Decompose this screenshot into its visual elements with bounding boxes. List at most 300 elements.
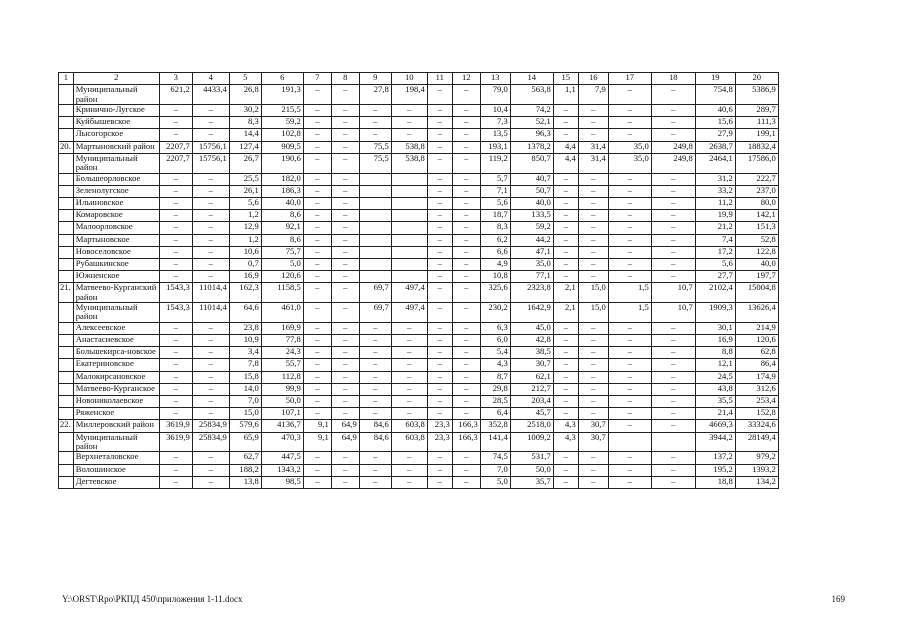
value-cell: 9,1 bbox=[303, 432, 331, 452]
value-cell: 120,6 bbox=[261, 271, 303, 283]
value-cell: – bbox=[391, 117, 427, 129]
value-cell: – bbox=[608, 105, 651, 117]
value-cell: – bbox=[303, 173, 331, 185]
value-cell: – bbox=[553, 210, 578, 222]
value-cell: – bbox=[651, 322, 695, 334]
value-cell: – bbox=[651, 452, 695, 464]
table-row bbox=[59, 452, 779, 464]
value-cell: 35,0 bbox=[608, 141, 651, 153]
value-cell: – bbox=[452, 197, 480, 209]
value-cell: 2518,0 bbox=[510, 420, 553, 432]
value-cell: 497,4 bbox=[391, 283, 427, 303]
value-cell: – bbox=[159, 129, 192, 141]
value-cell: – bbox=[651, 173, 695, 185]
value-cell: 64,9 bbox=[331, 432, 359, 452]
value-cell: – bbox=[452, 464, 480, 476]
value-cell: – bbox=[427, 246, 452, 258]
table-row bbox=[59, 322, 779, 334]
value-cell: – bbox=[608, 258, 651, 270]
value-cell: – bbox=[159, 246, 192, 258]
column-number-header: 11 bbox=[427, 73, 452, 85]
table-row bbox=[59, 476, 779, 488]
value-cell: – bbox=[608, 185, 651, 197]
territory-name-cell: Мартыновский район bbox=[73, 141, 159, 153]
value-cell: – bbox=[578, 322, 608, 334]
column-number-header: 15 bbox=[553, 73, 578, 85]
value-cell: – bbox=[553, 271, 578, 283]
value-cell: 15756,1 bbox=[192, 153, 229, 173]
value-cell: – bbox=[303, 476, 331, 488]
column-number-header: 14 bbox=[510, 73, 553, 85]
value-cell: 29,8 bbox=[480, 383, 510, 395]
value-cell: – bbox=[452, 335, 480, 347]
value-cell: – bbox=[608, 129, 651, 141]
value-cell: – bbox=[553, 371, 578, 383]
value-cell: 25834,9 bbox=[192, 420, 229, 432]
value-cell: – bbox=[578, 335, 608, 347]
value-cell bbox=[391, 185, 427, 197]
value-cell: 8,3 bbox=[480, 222, 510, 234]
value-cell: – bbox=[427, 408, 452, 420]
value-cell: – bbox=[452, 210, 480, 222]
value-cell: – bbox=[578, 173, 608, 185]
value-cell: 470,3 bbox=[261, 432, 303, 452]
table-row bbox=[59, 85, 779, 105]
value-cell: 13626,4 bbox=[735, 303, 778, 323]
value-cell: – bbox=[427, 396, 452, 408]
value-cell: 47,1 bbox=[510, 246, 553, 258]
value-cell: 2,1 bbox=[553, 303, 578, 323]
value-cell: – bbox=[651, 185, 695, 197]
table-row bbox=[59, 303, 779, 323]
value-cell bbox=[359, 197, 391, 209]
value-cell: – bbox=[578, 359, 608, 371]
value-cell: – bbox=[331, 322, 359, 334]
value-cell: – bbox=[331, 464, 359, 476]
value-cell: 212,7 bbox=[510, 383, 553, 395]
value-cell: – bbox=[608, 117, 651, 129]
value-cell: – bbox=[608, 420, 651, 432]
value-cell: – bbox=[303, 258, 331, 270]
value-cell: 8,3 bbox=[229, 117, 261, 129]
value-cell: 74,2 bbox=[510, 105, 553, 117]
value-cell: – bbox=[651, 271, 695, 283]
value-cell: – bbox=[303, 359, 331, 371]
value-cell: – bbox=[303, 335, 331, 347]
table-row bbox=[59, 432, 779, 452]
value-cell: – bbox=[578, 117, 608, 129]
table-row bbox=[59, 359, 779, 371]
value-cell bbox=[391, 271, 427, 283]
value-cell: – bbox=[578, 396, 608, 408]
value-cell: 27,8 bbox=[359, 85, 391, 105]
value-cell: – bbox=[578, 347, 608, 359]
row-number-cell bbox=[59, 153, 74, 173]
column-number-header: 5 bbox=[229, 73, 261, 85]
value-cell: 84,6 bbox=[359, 420, 391, 432]
value-cell: 289,7 bbox=[735, 105, 778, 117]
value-cell: 2207,7 bbox=[159, 153, 192, 173]
value-cell: 75,5 bbox=[359, 153, 391, 173]
value-cell: 230,2 bbox=[480, 303, 510, 323]
value-cell: – bbox=[578, 210, 608, 222]
territory-name-cell: Ильиновское bbox=[73, 197, 159, 209]
value-cell: 45,0 bbox=[510, 322, 553, 334]
table-row bbox=[59, 420, 779, 432]
value-cell: 3944,2 bbox=[695, 432, 735, 452]
value-cell: – bbox=[359, 452, 391, 464]
row-number-cell bbox=[59, 210, 74, 222]
value-cell: 7,0 bbox=[480, 464, 510, 476]
row-number-cell: 20. bbox=[59, 141, 74, 153]
value-cell: – bbox=[159, 322, 192, 334]
value-cell: 7,8 bbox=[229, 359, 261, 371]
table-row bbox=[59, 197, 779, 209]
territory-name-cell: Мартыновское bbox=[73, 234, 159, 246]
value-cell: – bbox=[452, 141, 480, 153]
column-number-header: 16 bbox=[578, 73, 608, 85]
value-cell: 5,0 bbox=[261, 258, 303, 270]
value-cell: 1378,2 bbox=[510, 141, 553, 153]
value-cell: – bbox=[553, 197, 578, 209]
territory-name-cell: Верхнеталовское bbox=[73, 452, 159, 464]
value-cell: 6,3 bbox=[480, 322, 510, 334]
value-cell: – bbox=[651, 85, 695, 105]
value-cell: 182,0 bbox=[261, 173, 303, 185]
value-cell: 11014,4 bbox=[192, 303, 229, 323]
value-cell: – bbox=[553, 322, 578, 334]
territory-name-cell: Зеленолугское bbox=[73, 185, 159, 197]
value-cell: – bbox=[159, 347, 192, 359]
row-number-cell bbox=[59, 432, 74, 452]
value-cell: – bbox=[331, 197, 359, 209]
value-cell: 7,4 bbox=[695, 234, 735, 246]
value-cell: – bbox=[427, 476, 452, 488]
value-cell: – bbox=[159, 271, 192, 283]
value-cell: – bbox=[608, 234, 651, 246]
value-cell: 5,6 bbox=[480, 197, 510, 209]
table-row bbox=[59, 271, 779, 283]
value-cell: 55,7 bbox=[261, 359, 303, 371]
value-cell: 199,1 bbox=[735, 129, 778, 141]
value-cell: 325,6 bbox=[480, 283, 510, 303]
value-cell: 352,8 bbox=[480, 420, 510, 432]
value-cell: 9,1 bbox=[303, 420, 331, 432]
value-cell: 64,6 bbox=[229, 303, 261, 323]
value-cell: – bbox=[192, 335, 229, 347]
value-cell: 24,5 bbox=[695, 371, 735, 383]
value-cell: 8,6 bbox=[261, 210, 303, 222]
table-row bbox=[59, 383, 779, 395]
value-cell: 21,4 bbox=[695, 408, 735, 420]
value-cell: 579,6 bbox=[229, 420, 261, 432]
territory-name-cell: Кринично-Лугское bbox=[73, 105, 159, 117]
value-cell: 186,3 bbox=[261, 185, 303, 197]
value-cell: 190,6 bbox=[261, 153, 303, 173]
value-cell: 4,3 bbox=[553, 432, 578, 452]
value-cell: 563,8 bbox=[510, 85, 553, 105]
value-cell: – bbox=[608, 173, 651, 185]
value-cell: – bbox=[192, 210, 229, 222]
value-cell: 19,9 bbox=[695, 210, 735, 222]
value-cell: – bbox=[331, 335, 359, 347]
value-cell: – bbox=[159, 234, 192, 246]
value-cell: – bbox=[608, 347, 651, 359]
value-cell: – bbox=[553, 464, 578, 476]
value-cell: – bbox=[553, 246, 578, 258]
value-cell: 497,4 bbox=[391, 303, 427, 323]
value-cell: 215,5 bbox=[261, 105, 303, 117]
row-number-cell bbox=[59, 271, 74, 283]
value-cell: – bbox=[553, 173, 578, 185]
table-row bbox=[59, 185, 779, 197]
value-cell: 27,7 bbox=[695, 271, 735, 283]
value-cell: 193,1 bbox=[480, 141, 510, 153]
value-cell bbox=[391, 234, 427, 246]
value-cell: – bbox=[452, 303, 480, 323]
value-cell: – bbox=[553, 396, 578, 408]
table-row bbox=[59, 408, 779, 420]
value-cell: 92,1 bbox=[261, 222, 303, 234]
value-cell: – bbox=[303, 117, 331, 129]
value-cell: 7,9 bbox=[578, 85, 608, 105]
column-number-header: 19 bbox=[695, 73, 735, 85]
territory-name-cell: Дегтевское bbox=[73, 476, 159, 488]
value-cell: 23,8 bbox=[229, 322, 261, 334]
value-cell: 1,2 bbox=[229, 234, 261, 246]
value-cell: – bbox=[651, 234, 695, 246]
territory-name-cell: Комаровское bbox=[73, 210, 159, 222]
value-cell: – bbox=[159, 476, 192, 488]
value-cell: – bbox=[303, 371, 331, 383]
value-cell: 98,5 bbox=[261, 476, 303, 488]
value-cell: 1,1 bbox=[553, 85, 578, 105]
value-cell: – bbox=[391, 396, 427, 408]
value-cell: 33,2 bbox=[695, 185, 735, 197]
column-number-header: 2 bbox=[73, 73, 159, 85]
value-cell: – bbox=[159, 210, 192, 222]
value-cell: 27,9 bbox=[695, 129, 735, 141]
value-cell: – bbox=[391, 359, 427, 371]
value-cell: – bbox=[331, 383, 359, 395]
value-cell: – bbox=[452, 283, 480, 303]
value-cell: – bbox=[578, 185, 608, 197]
value-cell: – bbox=[578, 258, 608, 270]
table-row bbox=[59, 234, 779, 246]
row-number-cell bbox=[59, 322, 74, 334]
value-cell: – bbox=[359, 347, 391, 359]
value-cell: 166,3 bbox=[452, 432, 480, 452]
value-cell: – bbox=[331, 246, 359, 258]
row-number-cell bbox=[59, 396, 74, 408]
territory-name-cell: Рубашкинское bbox=[73, 258, 159, 270]
row-number-cell bbox=[59, 408, 74, 420]
value-cell: – bbox=[159, 371, 192, 383]
value-cell: – bbox=[359, 359, 391, 371]
value-cell: 127,4 bbox=[229, 141, 261, 153]
value-cell: – bbox=[303, 197, 331, 209]
value-cell: – bbox=[608, 396, 651, 408]
value-cell: 62,7 bbox=[229, 452, 261, 464]
value-cell: – bbox=[651, 383, 695, 395]
page-number: 169 bbox=[831, 594, 845, 604]
value-cell: 59,2 bbox=[261, 117, 303, 129]
value-cell: – bbox=[159, 408, 192, 420]
value-cell: 0,7 bbox=[229, 258, 261, 270]
value-cell: – bbox=[651, 129, 695, 141]
value-cell: – bbox=[651, 408, 695, 420]
value-cell: – bbox=[391, 452, 427, 464]
value-cell: 50,7 bbox=[510, 185, 553, 197]
value-cell: 30,7 bbox=[578, 432, 608, 452]
column-number-header: 17 bbox=[608, 73, 651, 85]
value-cell: – bbox=[192, 173, 229, 185]
value-cell: – bbox=[608, 371, 651, 383]
table-row bbox=[59, 153, 779, 173]
value-cell: 214,9 bbox=[735, 322, 778, 334]
value-cell: 45,7 bbox=[510, 408, 553, 420]
territory-name-cell: Анастасиевское bbox=[73, 335, 159, 347]
value-cell: 59,2 bbox=[510, 222, 553, 234]
value-cell: 5,7 bbox=[480, 173, 510, 185]
value-cell: – bbox=[578, 408, 608, 420]
value-cell: – bbox=[452, 359, 480, 371]
value-cell: – bbox=[303, 85, 331, 105]
value-cell: – bbox=[651, 347, 695, 359]
value-cell: 2323,8 bbox=[510, 283, 553, 303]
value-cell: – bbox=[331, 141, 359, 153]
value-cell: – bbox=[578, 452, 608, 464]
value-cell: – bbox=[578, 197, 608, 209]
value-cell: – bbox=[303, 322, 331, 334]
table-row bbox=[59, 335, 779, 347]
value-cell: – bbox=[391, 464, 427, 476]
value-cell: 15,0 bbox=[578, 283, 608, 303]
value-cell: 133,5 bbox=[510, 210, 553, 222]
value-cell bbox=[651, 432, 695, 452]
column-number-header: 20 bbox=[735, 73, 778, 85]
value-cell: 12,1 bbox=[695, 359, 735, 371]
value-cell: – bbox=[578, 371, 608, 383]
value-cell: – bbox=[331, 303, 359, 323]
value-cell: – bbox=[359, 476, 391, 488]
value-cell: – bbox=[427, 85, 452, 105]
value-cell: 4136,7 bbox=[261, 420, 303, 432]
value-cell: 603,8 bbox=[391, 420, 427, 432]
value-cell: – bbox=[608, 359, 651, 371]
value-cell: 15756,1 bbox=[192, 141, 229, 153]
value-cell bbox=[391, 210, 427, 222]
value-cell: – bbox=[159, 464, 192, 476]
value-cell: 99,9 bbox=[261, 383, 303, 395]
column-number-header: 8 bbox=[331, 73, 359, 85]
value-cell: – bbox=[578, 222, 608, 234]
value-cell: 40,0 bbox=[510, 197, 553, 209]
value-cell: 162,3 bbox=[229, 283, 261, 303]
value-cell: 141,4 bbox=[480, 432, 510, 452]
value-cell: – bbox=[303, 464, 331, 476]
column-number-header: 1 bbox=[59, 73, 74, 85]
value-cell: – bbox=[192, 347, 229, 359]
value-cell: 4,9 bbox=[480, 258, 510, 270]
value-cell: – bbox=[391, 335, 427, 347]
value-cell: – bbox=[427, 464, 452, 476]
value-cell: 28149,4 bbox=[735, 432, 778, 452]
value-cell: – bbox=[359, 383, 391, 395]
value-cell: – bbox=[303, 185, 331, 197]
value-cell: – bbox=[331, 452, 359, 464]
value-cell: – bbox=[159, 222, 192, 234]
value-cell: 75,7 bbox=[261, 246, 303, 258]
value-cell: 5,6 bbox=[695, 258, 735, 270]
value-cell: 1543,3 bbox=[159, 283, 192, 303]
value-cell: 35,5 bbox=[695, 396, 735, 408]
value-cell: 14,0 bbox=[229, 383, 261, 395]
value-cell: – bbox=[303, 303, 331, 323]
table-row bbox=[59, 347, 779, 359]
value-cell: – bbox=[452, 173, 480, 185]
value-cell: – bbox=[159, 452, 192, 464]
value-cell: – bbox=[192, 371, 229, 383]
value-cell: – bbox=[578, 271, 608, 283]
value-cell: – bbox=[651, 371, 695, 383]
value-cell: – bbox=[452, 258, 480, 270]
value-cell: – bbox=[427, 197, 452, 209]
value-cell: 50,0 bbox=[510, 464, 553, 476]
territory-name-cell: Новоселовское bbox=[73, 246, 159, 258]
territory-name-cell: Южненское bbox=[73, 271, 159, 283]
value-cell: – bbox=[303, 222, 331, 234]
value-cell: – bbox=[303, 141, 331, 153]
value-cell: 2638,7 bbox=[695, 141, 735, 153]
value-cell: 17586,0 bbox=[735, 153, 778, 173]
value-cell: 166,3 bbox=[452, 420, 480, 432]
value-cell: – bbox=[331, 258, 359, 270]
value-cell: – bbox=[427, 371, 452, 383]
value-cell: 850,7 bbox=[510, 153, 553, 173]
value-cell: 62,8 bbox=[735, 347, 778, 359]
value-cell: 312,6 bbox=[735, 383, 778, 395]
value-cell: – bbox=[192, 105, 229, 117]
value-cell: – bbox=[359, 335, 391, 347]
value-cell: – bbox=[391, 347, 427, 359]
value-cell: 79,0 bbox=[480, 85, 510, 105]
value-cell: – bbox=[159, 335, 192, 347]
value-cell: – bbox=[578, 464, 608, 476]
value-cell: – bbox=[427, 322, 452, 334]
value-cell: – bbox=[359, 322, 391, 334]
value-cell: 447,5 bbox=[261, 452, 303, 464]
value-cell: 237,0 bbox=[735, 185, 778, 197]
row-number-cell bbox=[59, 222, 74, 234]
value-cell: – bbox=[359, 396, 391, 408]
row-number-cell bbox=[59, 452, 74, 464]
table-row bbox=[59, 105, 779, 117]
value-cell: – bbox=[452, 129, 480, 141]
value-cell: – bbox=[159, 117, 192, 129]
value-cell: 1343,2 bbox=[261, 464, 303, 476]
value-cell: 75,5 bbox=[359, 141, 391, 153]
value-cell: 11014,4 bbox=[192, 283, 229, 303]
table-row bbox=[59, 258, 779, 270]
row-number-cell bbox=[59, 335, 74, 347]
value-cell: 191,3 bbox=[261, 85, 303, 105]
value-cell: 26,7 bbox=[229, 153, 261, 173]
value-cell: 2207,7 bbox=[159, 141, 192, 153]
value-cell: – bbox=[608, 464, 651, 476]
value-cell: 107,1 bbox=[261, 408, 303, 420]
value-cell: – bbox=[331, 129, 359, 141]
